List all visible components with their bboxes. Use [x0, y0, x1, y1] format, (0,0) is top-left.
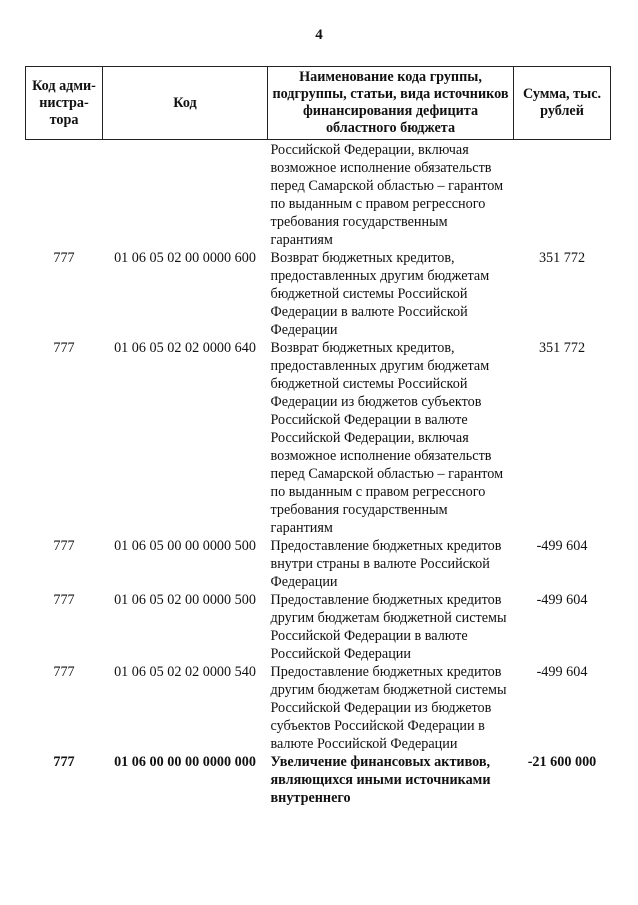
row-name: Возврат бюджетных кредитов, предоставленных другим бюджетам бюджетной системы Российской Федерации в валюте Российской Федерации: [270, 250, 490, 338]
row-name: Предоставление бюджетных кредитов другим бюджетам бюджетной системы Российской Федерации из бюджетов субъектов Российской Федерации в валюте Российской Федерации: [270, 664, 507, 752]
row-sum: 351 772: [538, 340, 586, 356]
row-code: 01 06 00 00 00 0000 000: [114, 754, 256, 770]
table-row: [26, 249, 611, 339]
table-row-continuation: [26, 140, 611, 250]
table-row: [26, 663, 611, 753]
row-admin-code: 777: [53, 340, 75, 356]
row-admin-code: 777: [53, 592, 75, 608]
row-code: 01 06 05 02 00 0000 500: [114, 592, 256, 608]
table-header-row: [26, 67, 611, 140]
row-admin-code: 777: [53, 538, 75, 554]
header-code: Код: [103, 67, 268, 140]
header-sum: Сумма, тыс. рублей: [514, 67, 611, 140]
row-code: 01 06 05 00 00 0000 500: [114, 538, 256, 554]
row-admin-code: 777: [53, 250, 75, 266]
header-name: Наименование кода группы, подгруппы, статьи, вида источников финансирования дефицита областного бюджета: [268, 67, 514, 140]
row-admin-code: 777: [53, 754, 75, 770]
row-name: Увеличение финансовых активов, являющихся иными источниками внутреннего: [270, 754, 491, 806]
row-code: 01 06 05 02 02 0000 540: [114, 664, 256, 680]
table-row: [26, 591, 611, 663]
row-sum: -21 600 000: [527, 754, 597, 770]
row-sum: 351 772: [538, 250, 586, 266]
table-row: [26, 537, 611, 591]
page-number: 4: [315, 27, 323, 43]
row-sum: -499 604: [536, 592, 588, 608]
row-name: Предоставление бюджетных кредитов внутри страны в валюте Российской Федерации: [270, 538, 502, 590]
header-admin-code: Код адми-нистра-тора: [26, 67, 103, 140]
sources-table: [25, 66, 611, 807]
table-row: [26, 339, 611, 537]
row-name-continuation: Российской Федерации, включая возможное исполнение обязательств перед Самарской областью – гарантом по выданным с правом регрессного требования государственным гарантиям: [270, 142, 504, 248]
row-sum: -499 604: [536, 664, 588, 680]
row-name: Предоставление бюджетных кредитов другим бюджетам бюджетной системы Российской Федерации в валюте Российской Федерации: [270, 592, 507, 662]
row-name: Возврат бюджетных кредитов, предоставленных другим бюджетам бюджетной системы Российской Федерации из бюджетов субъектов Российской Федерации в валюте Российской Федерации, включая возможное исполнение обязательств перед Самарской областью – гарантом по выданным с правом регрессного требования государственным гарантиям: [270, 340, 504, 536]
row-code: 01 06 05 02 00 0000 600: [114, 250, 256, 266]
table-row-total: [26, 753, 611, 807]
row-admin-code: 777: [53, 664, 75, 680]
row-code: 01 06 05 02 02 0000 640: [114, 340, 256, 356]
row-sum: -499 604: [536, 538, 588, 554]
